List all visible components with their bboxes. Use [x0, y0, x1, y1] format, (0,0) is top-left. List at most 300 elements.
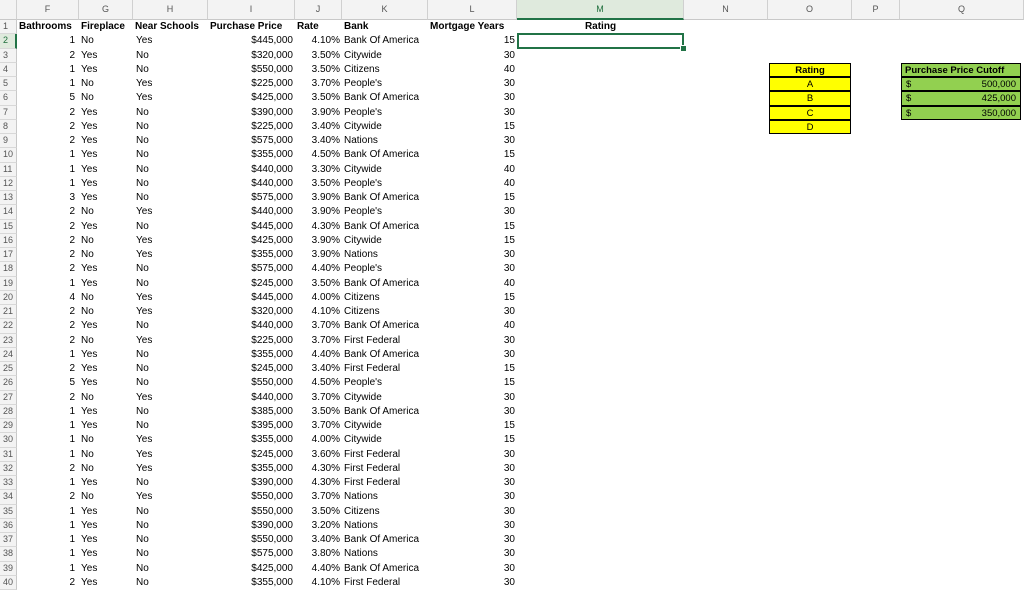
cell-bathrooms[interactable]: 1: [69, 519, 75, 531]
cell-bank[interactable]: People's: [344, 177, 383, 189]
row-header-18[interactable]: 18: [0, 262, 17, 276]
cell-mortgage-years[interactable]: 30: [503, 206, 515, 218]
cell-mortgage-years[interactable]: 40: [503, 163, 515, 175]
row-header-29[interactable]: 29: [0, 419, 17, 433]
cell-bathrooms[interactable]: 2: [69, 206, 75, 218]
row-header-3[interactable]: 3: [0, 49, 17, 63]
row-header-8[interactable]: 8: [0, 120, 17, 134]
cell-near-schools[interactable]: No: [136, 477, 149, 488]
cell-near-schools[interactable]: Yes: [136, 291, 153, 303]
cell-near-schools[interactable]: Yes: [136, 491, 153, 503]
cell-purchase-price[interactable]: $575,000: [251, 192, 293, 203]
cell-near-schools[interactable]: Yes: [136, 391, 153, 403]
cell-bank[interactable]: Nations: [344, 135, 378, 146]
row-header-35[interactable]: 35: [0, 505, 17, 519]
cell-fireplace[interactable]: Yes: [81, 519, 98, 531]
cell-purchase-price[interactable]: $425,000: [251, 562, 293, 574]
cell-bank[interactable]: Citywide: [344, 434, 382, 446]
cell-bank[interactable]: People's: [344, 377, 383, 389]
cell-near-schools[interactable]: No: [136, 405, 149, 417]
cell-near-schools[interactable]: Yes: [136, 206, 153, 218]
cell-rate[interactable]: 4.00%: [311, 291, 340, 303]
cell-rate[interactable]: 3.90%: [311, 192, 340, 203]
cell-bank[interactable]: First Federal: [344, 477, 401, 488]
row-header-24[interactable]: 24: [0, 348, 17, 362]
cell-bank[interactable]: Citywide: [344, 120, 382, 132]
cell-rate[interactable]: 3.30%: [311, 163, 340, 175]
row-header-31[interactable]: 31: [0, 448, 17, 462]
cell-rate[interactable]: 3.90%: [311, 234, 340, 246]
cell-near-schools[interactable]: No: [136, 320, 149, 332]
row-header-38[interactable]: 38: [0, 547, 17, 561]
row-header-20[interactable]: 20: [0, 291, 17, 305]
cell-fireplace[interactable]: Yes: [81, 192, 98, 203]
cell-bank[interactable]: People's: [344, 263, 383, 275]
cell-bank[interactable]: Citywide: [344, 420, 382, 431]
cell-rate[interactable]: 3.40%: [311, 135, 340, 146]
cell-mortgage-years[interactable]: 30: [503, 391, 515, 403]
cell-purchase-price[interactable]: $445,000: [251, 220, 293, 232]
column-header-f[interactable]: F: [17, 0, 79, 20]
cell-rate[interactable]: 3.50%: [311, 277, 340, 289]
cell-purchase-price[interactable]: $440,000: [251, 320, 293, 332]
cell-bank[interactable]: First Federal: [344, 363, 401, 374]
cell-bathrooms[interactable]: 1: [69, 35, 75, 47]
cell-bathrooms[interactable]: 2: [69, 491, 75, 503]
row-header-15[interactable]: 15: [0, 220, 17, 234]
cell-bathrooms[interactable]: 1: [69, 434, 75, 446]
cell-rate[interactable]: 3.70%: [311, 491, 340, 503]
cell-purchase-price[interactable]: $320,000: [251, 306, 293, 317]
cell-mortgage-years[interactable]: 30: [503, 263, 515, 275]
cell-purchase-price[interactable]: $550,000: [251, 491, 293, 503]
cell-bank[interactable]: Bank Of America: [344, 220, 420, 232]
cell-rate[interactable]: 3.40%: [311, 120, 340, 132]
cell-purchase-price[interactable]: $445,000: [251, 291, 293, 303]
cell-near-schools[interactable]: Yes: [136, 78, 153, 89]
cell-rate[interactable]: 3.90%: [311, 206, 340, 218]
row-header-19[interactable]: 19: [0, 277, 17, 291]
cell-mortgage-years[interactable]: 15: [503, 434, 515, 446]
cell-fireplace[interactable]: Yes: [81, 63, 98, 75]
cell-bathrooms[interactable]: 1: [69, 177, 75, 189]
cell-purchase-price[interactable]: $355,000: [251, 249, 293, 260]
cell-mortgage-years[interactable]: 15: [503, 420, 515, 431]
cell-bank[interactable]: Bank Of America: [344, 277, 420, 289]
row-header-22[interactable]: 22: [0, 319, 17, 333]
cell-bank[interactable]: Nations: [344, 491, 378, 503]
fill-handle[interactable]: [680, 45, 687, 52]
cell-bathrooms[interactable]: 2: [69, 334, 75, 346]
cell-fireplace[interactable]: No: [81, 448, 94, 460]
cell-rate[interactable]: 4.50%: [311, 377, 340, 389]
cell-mortgage-years[interactable]: 30: [503, 49, 515, 61]
cell-mortgage-years[interactable]: 15: [503, 234, 515, 246]
row-header-34[interactable]: 34: [0, 490, 17, 504]
cell-near-schools[interactable]: No: [136, 363, 149, 374]
row-header-1[interactable]: 1: [0, 20, 17, 34]
cell-mortgage-years[interactable]: 40: [503, 177, 515, 189]
cell-fireplace[interactable]: Yes: [81, 135, 98, 146]
column-header-g[interactable]: G: [79, 0, 133, 20]
cell-bank[interactable]: Citizens: [344, 306, 380, 317]
cell-bank[interactable]: Nations: [344, 519, 378, 531]
cell-bank[interactable]: Bank Of America: [344, 149, 420, 161]
cell-mortgage-years[interactable]: 15: [503, 363, 515, 374]
cell-bank[interactable]: First Federal: [344, 448, 401, 460]
cell-bathrooms[interactable]: 1: [69, 78, 75, 89]
cell-mortgage-years[interactable]: 40: [503, 63, 515, 75]
cell-purchase-price[interactable]: $245,000: [251, 448, 293, 460]
cell-bathrooms[interactable]: 2: [69, 106, 75, 118]
header-near-schools[interactable]: Near Schools: [135, 21, 199, 32]
cell-purchase-price[interactable]: $355,000: [251, 348, 293, 360]
cell-bathrooms[interactable]: 2: [69, 234, 75, 246]
cell-near-schools[interactable]: No: [136, 548, 149, 560]
cell-rate[interactable]: 3.50%: [311, 505, 340, 517]
cell-rate[interactable]: 3.40%: [311, 534, 340, 545]
row-header-17[interactable]: 17: [0, 248, 17, 262]
cell-bathrooms[interactable]: 2: [69, 391, 75, 403]
cell-purchase-price[interactable]: $425,000: [251, 234, 293, 246]
column-header-m[interactable]: M: [517, 0, 684, 20]
cell-bank[interactable]: First Federal: [344, 462, 401, 474]
cell-fireplace[interactable]: Yes: [81, 49, 98, 61]
cell-mortgage-years[interactable]: 30: [503, 405, 515, 417]
cell-rate[interactable]: 4.10%: [311, 306, 340, 317]
cell-fireplace[interactable]: Yes: [81, 106, 98, 118]
cell-rate[interactable]: 3.50%: [311, 405, 340, 417]
cell-bathrooms[interactable]: 2: [69, 135, 75, 146]
cell-near-schools[interactable]: Yes: [136, 448, 153, 460]
cell-purchase-price[interactable]: $395,000: [251, 420, 293, 431]
cell-bathrooms[interactable]: 2: [69, 576, 75, 588]
cell-fireplace[interactable]: No: [81, 78, 94, 89]
cell-bathrooms[interactable]: 2: [69, 363, 75, 374]
column-header-l[interactable]: L: [428, 0, 517, 20]
cell-purchase-price[interactable]: $355,000: [251, 576, 293, 588]
cell-fireplace[interactable]: Yes: [81, 163, 98, 175]
cell-bathrooms[interactable]: 2: [69, 220, 75, 232]
cell-rate[interactable]: 4.10%: [311, 35, 340, 47]
cell-mortgage-years[interactable]: 15: [503, 377, 515, 389]
cell-fireplace[interactable]: Yes: [81, 120, 98, 132]
cell-purchase-price[interactable]: $320,000: [251, 49, 293, 61]
cell-fireplace[interactable]: Yes: [81, 377, 98, 389]
row-header-26[interactable]: 26: [0, 376, 17, 390]
cell-near-schools[interactable]: No: [136, 534, 149, 545]
cell-near-schools[interactable]: No: [136, 106, 149, 118]
cell-rate[interactable]: 3.70%: [311, 320, 340, 332]
cell-near-schools[interactable]: No: [136, 149, 149, 161]
cell-bank[interactable]: Bank Of America: [344, 192, 420, 203]
cell-mortgage-years[interactable]: 15: [503, 149, 515, 161]
cell-near-schools[interactable]: No: [136, 420, 149, 431]
header-bank[interactable]: Bank: [344, 21, 369, 32]
cell-bank[interactable]: People's: [344, 106, 383, 118]
cell-fireplace[interactable]: No: [81, 92, 94, 104]
cell-bank[interactable]: Citywide: [344, 163, 382, 175]
cell-rate[interactable]: 3.70%: [311, 334, 340, 346]
cell-bathrooms[interactable]: 1: [69, 505, 75, 517]
row-header-28[interactable]: 28: [0, 405, 17, 419]
cell-mortgage-years[interactable]: 40: [503, 320, 515, 332]
cell-fireplace[interactable]: Yes: [81, 576, 98, 588]
cell-near-schools[interactable]: Yes: [136, 35, 153, 47]
cell-bank[interactable]: First Federal: [344, 334, 401, 346]
cell-mortgage-years[interactable]: 30: [503, 477, 515, 488]
cell-mortgage-years[interactable]: 30: [503, 135, 515, 146]
cell-near-schools[interactable]: Yes: [136, 92, 153, 104]
cell-bathrooms[interactable]: 2: [69, 249, 75, 260]
cell-mortgage-years[interactable]: 15: [503, 291, 515, 303]
cell-fireplace[interactable]: No: [81, 491, 94, 503]
cell-purchase-price[interactable]: $575,000: [251, 263, 293, 275]
cell-rate[interactable]: 4.10%: [311, 576, 340, 588]
cell-rate[interactable]: 4.50%: [311, 149, 340, 161]
cell-bank[interactable]: Citywide: [344, 49, 382, 61]
cell-bank[interactable]: Bank Of America: [344, 92, 420, 104]
cell-bank[interactable]: Citywide: [344, 391, 382, 403]
cell-near-schools[interactable]: No: [136, 576, 149, 588]
cell-near-schools[interactable]: No: [136, 277, 149, 289]
row-header-27[interactable]: 27: [0, 391, 17, 405]
cell-fireplace[interactable]: Yes: [81, 363, 98, 374]
cell-purchase-price[interactable]: $355,000: [251, 149, 293, 161]
row-header-40[interactable]: 40: [0, 576, 17, 590]
cell-bank[interactable]: Citizens: [344, 63, 380, 75]
cell-mortgage-years[interactable]: 30: [503, 519, 515, 531]
cell-fireplace[interactable]: Yes: [81, 149, 98, 161]
cell-near-schools[interactable]: No: [136, 505, 149, 517]
cell-bathrooms[interactable]: 2: [69, 49, 75, 61]
row-header-5[interactable]: 5: [0, 77, 17, 91]
row-header-10[interactable]: 10: [0, 148, 17, 162]
row-header-2[interactable]: 2: [0, 34, 17, 48]
cell-bathrooms[interactable]: 4: [69, 291, 75, 303]
cell-bathrooms[interactable]: 2: [69, 263, 75, 275]
cell-purchase-price[interactable]: $550,000: [251, 534, 293, 545]
row-header-13[interactable]: 13: [0, 191, 17, 205]
cell-mortgage-years[interactable]: 30: [503, 348, 515, 360]
cell-mortgage-years[interactable]: 15: [503, 192, 515, 203]
cell-bathrooms[interactable]: 1: [69, 63, 75, 75]
cell-purchase-price[interactable]: $425,000: [251, 92, 293, 104]
cell-bathrooms[interactable]: 2: [69, 120, 75, 132]
cell-bank[interactable]: Citizens: [344, 505, 380, 517]
cell-purchase-price[interactable]: $390,000: [251, 519, 293, 531]
cell-mortgage-years[interactable]: 30: [503, 548, 515, 560]
cell-near-schools[interactable]: No: [136, 63, 149, 75]
cell-bank[interactable]: Bank Of America: [344, 405, 420, 417]
cell-purchase-price[interactable]: $440,000: [251, 163, 293, 175]
cell-rate[interactable]: 4.30%: [311, 477, 340, 488]
row-header-30[interactable]: 30: [0, 433, 17, 447]
cell-fireplace[interactable]: Yes: [81, 477, 98, 488]
column-header-o[interactable]: O: [768, 0, 852, 20]
cell-purchase-price[interactable]: $550,000: [251, 505, 293, 517]
row-header-32[interactable]: 32: [0, 462, 17, 476]
header-rate[interactable]: Rate: [297, 21, 319, 32]
cell-mortgage-years[interactable]: 30: [503, 462, 515, 474]
row-header-23[interactable]: 23: [0, 334, 17, 348]
cell-purchase-price[interactable]: $225,000: [251, 78, 293, 89]
cell-rate[interactable]: 4.30%: [311, 462, 340, 474]
cell-purchase-price[interactable]: $575,000: [251, 548, 293, 560]
cell-purchase-price[interactable]: $550,000: [251, 377, 293, 389]
cell-purchase-price[interactable]: $355,000: [251, 462, 293, 474]
cell-purchase-price[interactable]: $445,000: [251, 35, 293, 47]
cell-near-schools[interactable]: No: [136, 135, 149, 146]
cell-purchase-price[interactable]: $440,000: [251, 391, 293, 403]
cell-rate[interactable]: 3.40%: [311, 363, 340, 374]
cell-purchase-price[interactable]: $575,000: [251, 135, 293, 146]
cell-near-schools[interactable]: No: [136, 220, 149, 232]
cell-fireplace[interactable]: No: [81, 249, 94, 260]
cell-mortgage-years[interactable]: 30: [503, 505, 515, 517]
cell-rate[interactable]: 4.40%: [311, 263, 340, 275]
cell-rate[interactable]: 4.40%: [311, 562, 340, 574]
cell-near-schools[interactable]: No: [136, 348, 149, 360]
cell-near-schools[interactable]: No: [136, 120, 149, 132]
cell-near-schools[interactable]: No: [136, 49, 149, 61]
cell-bathrooms[interactable]: 1: [69, 163, 75, 175]
cell-purchase-price[interactable]: $390,000: [251, 477, 293, 488]
row-header-6[interactable]: 6: [0, 91, 17, 105]
cell-bank[interactable]: Nations: [344, 249, 378, 260]
header-mortgage-years[interactable]: Mortgage Years: [430, 21, 505, 32]
cell-rate[interactable]: 3.50%: [311, 49, 340, 61]
cell-bank[interactable]: First Federal: [344, 576, 401, 588]
cell-purchase-price[interactable]: $385,000: [251, 405, 293, 417]
cell-rate[interactable]: 3.70%: [311, 420, 340, 431]
cell-rate[interactable]: 3.90%: [311, 106, 340, 118]
cell-fireplace[interactable]: No: [81, 391, 94, 403]
cell-near-schools[interactable]: Yes: [136, 234, 153, 246]
cell-bank[interactable]: Nations: [344, 548, 378, 560]
cell-fireplace[interactable]: No: [81, 234, 94, 246]
cell-rate[interactable]: 4.40%: [311, 348, 340, 360]
cell-rate[interactable]: 3.50%: [311, 92, 340, 104]
cell-near-schools[interactable]: Yes: [136, 462, 153, 474]
cell-purchase-price[interactable]: $390,000: [251, 106, 293, 118]
cell-near-schools[interactable]: Yes: [136, 306, 153, 317]
cell-fireplace[interactable]: Yes: [81, 420, 98, 431]
cell-mortgage-years[interactable]: 30: [503, 448, 515, 460]
row-header-12[interactable]: 12: [0, 177, 17, 191]
cell-near-schools[interactable]: No: [136, 192, 149, 203]
cell-mortgage-years[interactable]: 30: [503, 106, 515, 118]
cell-rate[interactable]: 3.70%: [311, 391, 340, 403]
cell-bank[interactable]: People's: [344, 78, 383, 89]
row-header-21[interactable]: 21: [0, 305, 17, 319]
cell-purchase-price[interactable]: $245,000: [251, 363, 293, 374]
row-header-25[interactable]: 25: [0, 362, 17, 376]
corner-select-all[interactable]: [0, 0, 17, 20]
cell-rate[interactable]: 4.30%: [311, 220, 340, 232]
cell-fireplace[interactable]: Yes: [81, 320, 98, 332]
cell-fireplace[interactable]: Yes: [81, 534, 98, 545]
cell-rate[interactable]: 3.60%: [311, 448, 340, 460]
cell-mortgage-years[interactable]: 30: [503, 562, 515, 574]
cell-fireplace[interactable]: Yes: [81, 220, 98, 232]
cell-bathrooms[interactable]: 1: [69, 405, 75, 417]
cell-bathrooms[interactable]: 1: [69, 477, 75, 488]
cell-fireplace[interactable]: Yes: [81, 548, 98, 560]
cell-bathrooms[interactable]: 1: [69, 277, 75, 289]
cell-purchase-price[interactable]: $440,000: [251, 206, 293, 218]
cell-bank[interactable]: Bank Of America: [344, 562, 420, 574]
cell-bathrooms[interactable]: 1: [69, 348, 75, 360]
cell-purchase-price[interactable]: $225,000: [251, 334, 293, 346]
cell-mortgage-years[interactable]: 30: [503, 334, 515, 346]
cell-fireplace[interactable]: No: [81, 434, 94, 446]
column-header-h[interactable]: H: [133, 0, 208, 20]
cell-bathrooms[interactable]: 1: [69, 420, 75, 431]
row-header-7[interactable]: 7: [0, 106, 17, 120]
cell-fireplace[interactable]: No: [81, 35, 94, 47]
cell-mortgage-years[interactable]: 30: [503, 576, 515, 588]
column-header-i[interactable]: I: [208, 0, 295, 20]
cell-near-schools[interactable]: Yes: [136, 334, 153, 346]
cell-bathrooms[interactable]: 5: [69, 92, 75, 104]
cell-near-schools[interactable]: No: [136, 519, 149, 531]
cell-bathrooms[interactable]: 2: [69, 320, 75, 332]
cell-fireplace[interactable]: No: [81, 334, 94, 346]
row-header-9[interactable]: 9: [0, 134, 17, 148]
cell-rate[interactable]: 3.90%: [311, 249, 340, 260]
cell-mortgage-years[interactable]: 30: [503, 92, 515, 104]
cell-purchase-price[interactable]: $550,000: [251, 63, 293, 75]
cell-bathrooms[interactable]: 1: [69, 562, 75, 574]
cell-rate[interactable]: 4.00%: [311, 434, 340, 446]
column-header-n[interactable]: N: [684, 0, 768, 20]
cell-rate[interactable]: 3.70%: [311, 78, 340, 89]
cell-mortgage-years[interactable]: 30: [503, 534, 515, 545]
row-header-39[interactable]: 39: [0, 562, 17, 576]
cell-fireplace[interactable]: No: [81, 306, 94, 317]
cell-near-schools[interactable]: Yes: [136, 249, 153, 260]
cell-rate[interactable]: 3.50%: [311, 63, 340, 75]
cell-mortgage-years[interactable]: 30: [503, 78, 515, 89]
header-purchase-price[interactable]: Purchase Price: [210, 21, 283, 32]
header-bathrooms[interactable]: Bathrooms: [19, 21, 72, 32]
row-header-14[interactable]: 14: [0, 205, 17, 219]
cell-mortgage-years[interactable]: 40: [503, 277, 515, 289]
cell-bathrooms[interactable]: 2: [69, 306, 75, 317]
cell-bathrooms[interactable]: 1: [69, 448, 75, 460]
cell-fireplace[interactable]: Yes: [81, 505, 98, 517]
cell-fireplace[interactable]: Yes: [81, 277, 98, 289]
header-fireplace[interactable]: Fireplace: [81, 21, 125, 32]
cell-bank[interactable]: Bank Of America: [344, 35, 420, 47]
cell-bank[interactable]: Bank Of America: [344, 534, 420, 545]
cell-mortgage-years[interactable]: 15: [503, 120, 515, 132]
row-header-11[interactable]: 11: [0, 163, 17, 177]
column-header-q[interactable]: Q: [900, 0, 1024, 20]
cell-bank[interactable]: People's: [344, 206, 383, 218]
cell-near-schools[interactable]: No: [136, 377, 149, 389]
cell-fireplace[interactable]: No: [81, 291, 94, 303]
cell-mortgage-years[interactable]: 30: [503, 249, 515, 260]
cell-bathrooms[interactable]: 1: [69, 534, 75, 545]
column-header-p[interactable]: P: [852, 0, 900, 20]
column-header-k[interactable]: K: [342, 0, 428, 20]
cell-bathrooms[interactable]: 1: [69, 149, 75, 161]
cell-near-schools[interactable]: No: [136, 177, 149, 189]
cell-near-schools[interactable]: No: [136, 562, 149, 574]
cell-fireplace[interactable]: No: [81, 206, 94, 218]
